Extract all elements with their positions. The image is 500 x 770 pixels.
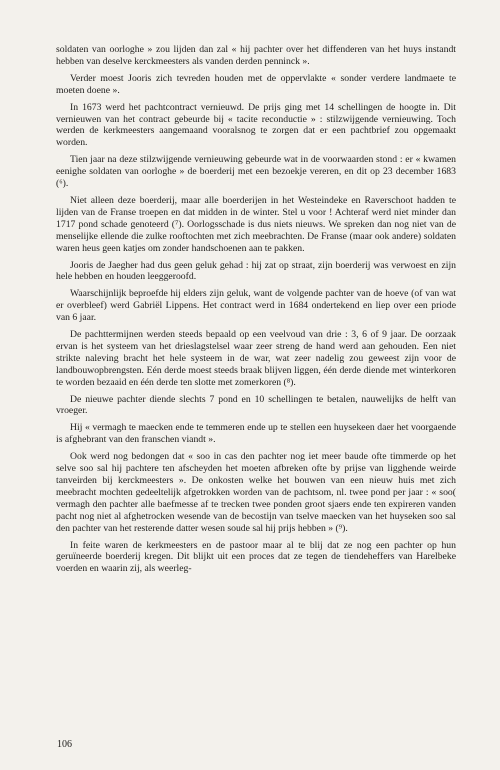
body-text [56, 44, 456, 580]
paragraph: Hij « vermagh te maecken ende te temmeren ende up te stellen een huysekeen daer het voorgaende is afghebrant van den franschen viandt ». [56, 422, 456, 446]
paragraph: In 1673 werd het pachtcontract vernieuwd. De prijs ging met 14 schellingen de hoogte in. Dit vernieuwen van het contract gebeurde bij « tacite reconductie » : stilzwijgende vernieuwing. Toch werden de kerkmeesters aangemaand vooralsnog te zorgen dat er een pachtbrief zou opgemaakt worden. [56, 101, 456, 149]
paragraph: Verder moest Jooris zich tevreden houden met de oppervlakte « sonder verdere landmaete te moeten doene ». [56, 72, 456, 96]
paragraph: Niet alleen deze boerderij, maar alle boerderijen in het Westeindeke en Raverschoot hadden te lijden van de Franse troepen en dat midden in de winter. Stel u voor ! Achteraf werd niet minder dan 1717 pond schade genoteerd (⁷). Oorlogsschade is dus niets nieuws. We spreken dan nog niet van de menselijke ellende die zulke rooftochten met zich meebrachten. De Franse (maar ook andere) soldaten waren heus geen katjes om zonder handschoenen aan te pakken. [56, 194, 456, 254]
paragraph: De nieuwe pachter diende slechts 7 pond en 10 schellingen te betalen, nauwelijks de helft van vroeger. [56, 393, 456, 417]
paragraph: De pachttermijnen werden steeds bepaald op een veelvoud van drie : 3, 6 of 9 jaar. De oorzaak ervan is het systeem van het drieslagstelsel waar zeer streng de hand werd aan gehouden. Een niet strikte naleving bracht het hele systeem in de war, wat zeer nadelig zou geweest zijn voor de landbouwopbrengsten. Eén derde moest steeds braak blijven liggen, één derde diende met winterkoren te worden bezaaid en één derde ten slotte met zomerkoren (⁸). [56, 329, 456, 388]
paragraph: soldaten van oorloghe » zou lijden dan zal « hij pachter over het diffenderen van het huys instandt hebben van deselve kerckmeesters als vanden derden penninck ». [56, 44, 456, 67]
paragraph: Tien jaar na deze stilzwijgende vernieuwing gebeurde wat in de voorwaarden stond : er « kwamen eenighe soldaten van oorloghe » de boerderij met een bezoekje vereren, en dit op 23 december 1683 (⁶). [56, 154, 456, 190]
paragraph: Jooris de Jaegher had dus geen geluk gehad : hij zat op straat, zijn boerderij was verwoest en zijn hele hebben en houden leeggeroofd. [56, 259, 456, 283]
paragraph: In feite waren de kerkmeesters en de pastoor maar al te blij dat ze nog een pachter op hun geruïneerde boerderij kregen. Dit blijkt uit een proces dat ze tegen de tiendeheffers van Harelbeke voerden en waarin zij, als weerleg- [56, 539, 456, 575]
page-number: 106 [57, 739, 72, 750]
paragraph: Ook werd nog bedongen dat « soo in cas den pachter nog iet meer baude ofte timmerde op het selve soo sal hij pachtere ten afscheyden het moeten afbreken ofte by prijse van ligghende weirde tanveirden bij kerckmeesters ». De onkosten welke het bouwen van een nieuw huis met zich meebracht mochten gedeeltelijk afgetrokken worden van de pachtsom, nl. twee pond per jaar : « soo( vermagh den pachter alle baefmesse af te trecken twee ponden groot sjaers ende ten expireren vanden pacht nog niet al afghetrocken wesende van de becostijn van tselve maecken van het huyseken soo sal den pachter van het resterende datter wesen soude sal hij prijs hebben » (⁹). [56, 451, 456, 534]
paragraph: Waarschijnlijk beproefde hij elders zijn geluk, want de volgende pachter van de hoeve (of van wat er overbleef) werd Gabriël Lippens. Het contract werd in 1684 ondertekend en liep over een priode van 6 jaar. [56, 288, 456, 324]
